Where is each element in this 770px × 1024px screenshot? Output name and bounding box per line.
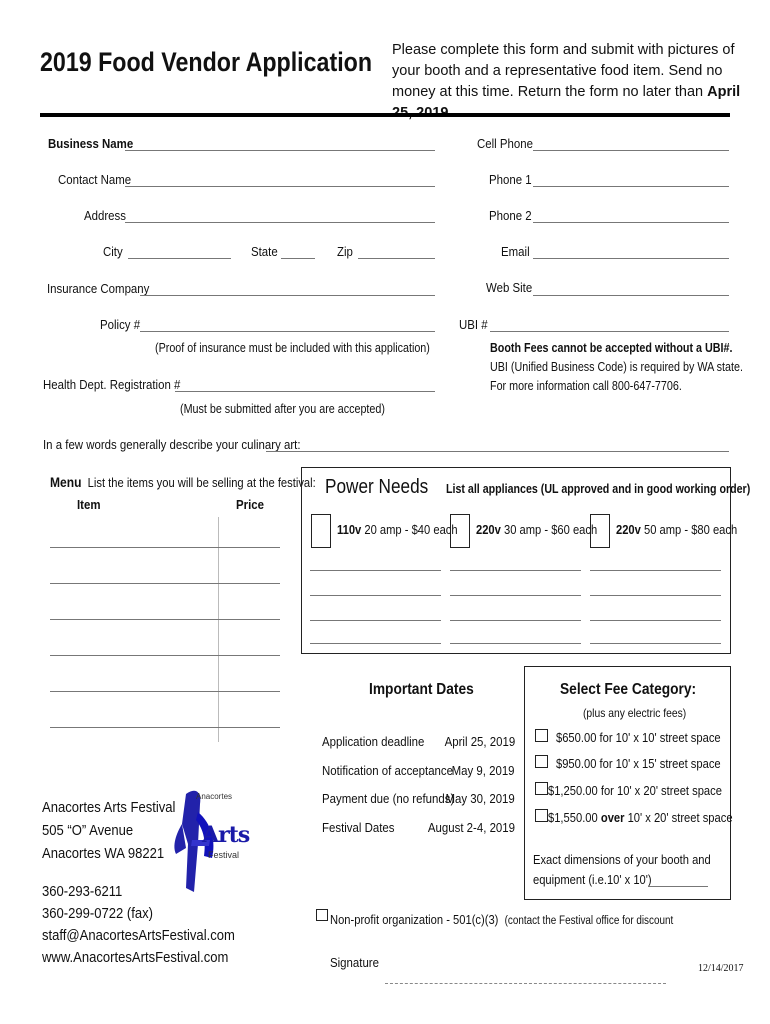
- menu-row-line[interactable]: [50, 583, 280, 584]
- phone2-label: Phone 2: [489, 208, 532, 223]
- power-heading: Power Needs List all appliances (UL approved and in good working order): [325, 476, 750, 498]
- dimensions-note-2: equipment (i.e.10' x 10'): [533, 872, 652, 887]
- fee-option-4: $1,550.00 over 10' x 20' street space: [548, 810, 733, 825]
- date-label-2: Notification of acceptance: [322, 763, 454, 778]
- menu-row-line[interactable]: [50, 619, 280, 620]
- culinary-label: In a few words generally describe your culinary art:: [43, 437, 301, 452]
- ubi-note-2: For more information call 800-647-7706.: [490, 379, 682, 393]
- fee-checkbox-1550[interactable]: [535, 809, 548, 822]
- date-value-4: August 2-4, 2019: [427, 820, 515, 835]
- insurance-company-label: Insurance Company: [47, 281, 150, 296]
- address-field[interactable]: [125, 222, 435, 223]
- health-dept-field[interactable]: [175, 391, 435, 392]
- phone1-field[interactable]: [533, 186, 729, 187]
- fee-checkbox-950[interactable]: [535, 755, 548, 768]
- menu-divider: [218, 517, 219, 742]
- power-110v-checkbox[interactable]: [311, 514, 331, 548]
- menu-col-price: Price: [236, 497, 264, 512]
- dimensions-note-1: Exact dimensions of your booth and: [533, 852, 711, 867]
- policy-field[interactable]: [140, 331, 435, 332]
- city-label: City: [103, 244, 123, 259]
- fee-checkbox-650[interactable]: [535, 729, 548, 742]
- date-value-3: May 30, 2019: [445, 791, 515, 806]
- ubi-field[interactable]: [490, 331, 729, 332]
- insurance-company-field[interactable]: [140, 295, 435, 296]
- power-option-3: 220v 50 amp - $80 each: [616, 522, 738, 537]
- header-rule: [40, 113, 730, 117]
- logo-main-text: Arts: [202, 822, 250, 848]
- state-label: State: [251, 244, 278, 259]
- menu-row-line[interactable]: [50, 655, 280, 656]
- ubi-note-bold: Booth Fees cannot be accepted without a UBI#.: [490, 341, 733, 355]
- culinary-field[interactable]: [266, 451, 729, 452]
- menu-heading: Menu List the items you will be selling at the festival:: [50, 474, 316, 490]
- fee-option-2: $950.00 for 10' x 15' street space: [556, 756, 721, 771]
- signature-field[interactable]: [385, 983, 666, 984]
- cell-phone-label: Cell Phone: [477, 136, 533, 151]
- logo-bottom-text: Festival: [208, 850, 240, 860]
- logo-top-text: Anacortes: [196, 792, 233, 801]
- zip-label: Zip: [337, 244, 353, 259]
- org-name: Anacortes Arts Festival: [42, 800, 176, 816]
- org-web[interactable]: www.AnacortesArtsFestival.com: [42, 950, 229, 966]
- date-label-1: Application deadline: [322, 734, 425, 749]
- contact-name-label: Contact Name: [58, 172, 132, 187]
- signature-label: Signature: [330, 955, 379, 970]
- health-dept-label: Health Dept. Registration #: [43, 377, 181, 392]
- email-label: Email: [501, 244, 530, 259]
- zip-field[interactable]: [358, 258, 435, 259]
- health-note: (Must be submitted after you are accepted): [180, 402, 385, 416]
- page-title: 2019 Food Vendor Application: [40, 47, 373, 77]
- email-field[interactable]: [533, 258, 729, 259]
- org-email[interactable]: staff@AnacortesArtsFestival.com: [42, 928, 235, 944]
- ubi-label: UBI #: [459, 317, 488, 332]
- fee-subtitle: (plus any electric fees): [583, 706, 687, 720]
- fee-option-1: $650.00 for 10' x 10' street space: [556, 730, 721, 745]
- power-option-2: 220v 30 amp - $60 each: [476, 522, 598, 537]
- contact-name-field[interactable]: [125, 186, 435, 187]
- menu-row-line[interactable]: [50, 547, 280, 548]
- menu-col-item: Item: [77, 497, 101, 512]
- business-name-label: Business Name: [48, 136, 134, 151]
- festival-logo: [172, 784, 250, 896]
- menu-row-line[interactable]: [50, 691, 280, 692]
- fee-heading: Select Fee Category:: [560, 681, 697, 698]
- org-fax: 360-299-0722 (fax): [42, 906, 153, 922]
- website-field[interactable]: [533, 295, 729, 296]
- ubi-note-1: UBI (Unified Business Code) is required by WA state.: [490, 360, 743, 374]
- policy-label: Policy #: [100, 317, 141, 332]
- intro-text: Please complete this form and submit with pictures of your booth and a representative food item. Send no money at this time. Return the form no later than April: [392, 42, 741, 100]
- cell-phone-field[interactable]: [533, 150, 729, 151]
- footer-date: 12/14/2017: [698, 963, 744, 974]
- proof-note: (Proof of insurance must be included with this application): [155, 341, 430, 355]
- dates-heading: Important Dates: [369, 681, 474, 698]
- org-address: [42, 797, 175, 866]
- power-220v-30-checkbox[interactable]: [450, 514, 470, 548]
- org-phone: 360-293-6211: [42, 884, 123, 900]
- fee-checkbox-1250[interactable]: [535, 782, 548, 795]
- menu-row-line[interactable]: [50, 727, 280, 728]
- date-value-2: May 9, 2019: [452, 763, 515, 778]
- power-220v-50-checkbox[interactable]: [590, 514, 610, 548]
- power-option-1: 110v 20 amp - $40 each: [337, 522, 458, 537]
- date-value-1: April 25, 2019: [444, 734, 515, 749]
- dimensions-field[interactable]: [648, 886, 708, 887]
- phone1-label: Phone 1: [489, 172, 532, 187]
- fee-option-3: $1,250.00 for 10' x 20' street space: [548, 783, 722, 798]
- business-name-field[interactable]: [125, 150, 435, 151]
- nonprofit-label: Non-profit organization - 501(c)(3) (contact the Festival office for discount: [330, 912, 674, 927]
- org-street: 505 “O” Avenue: [42, 823, 134, 839]
- state-field[interactable]: [281, 258, 315, 259]
- date-label-3: Payment due (no refunds): [322, 791, 455, 806]
- address-label: Address: [84, 208, 126, 223]
- date-label-4: Festival Dates: [322, 820, 395, 835]
- nonprofit-checkbox[interactable]: [316, 909, 328, 921]
- city-field[interactable]: [128, 258, 231, 259]
- website-label: Web Site: [486, 280, 533, 295]
- phone2-field[interactable]: [533, 222, 729, 223]
- org-city: Anacortes WA 98221: [42, 846, 165, 862]
